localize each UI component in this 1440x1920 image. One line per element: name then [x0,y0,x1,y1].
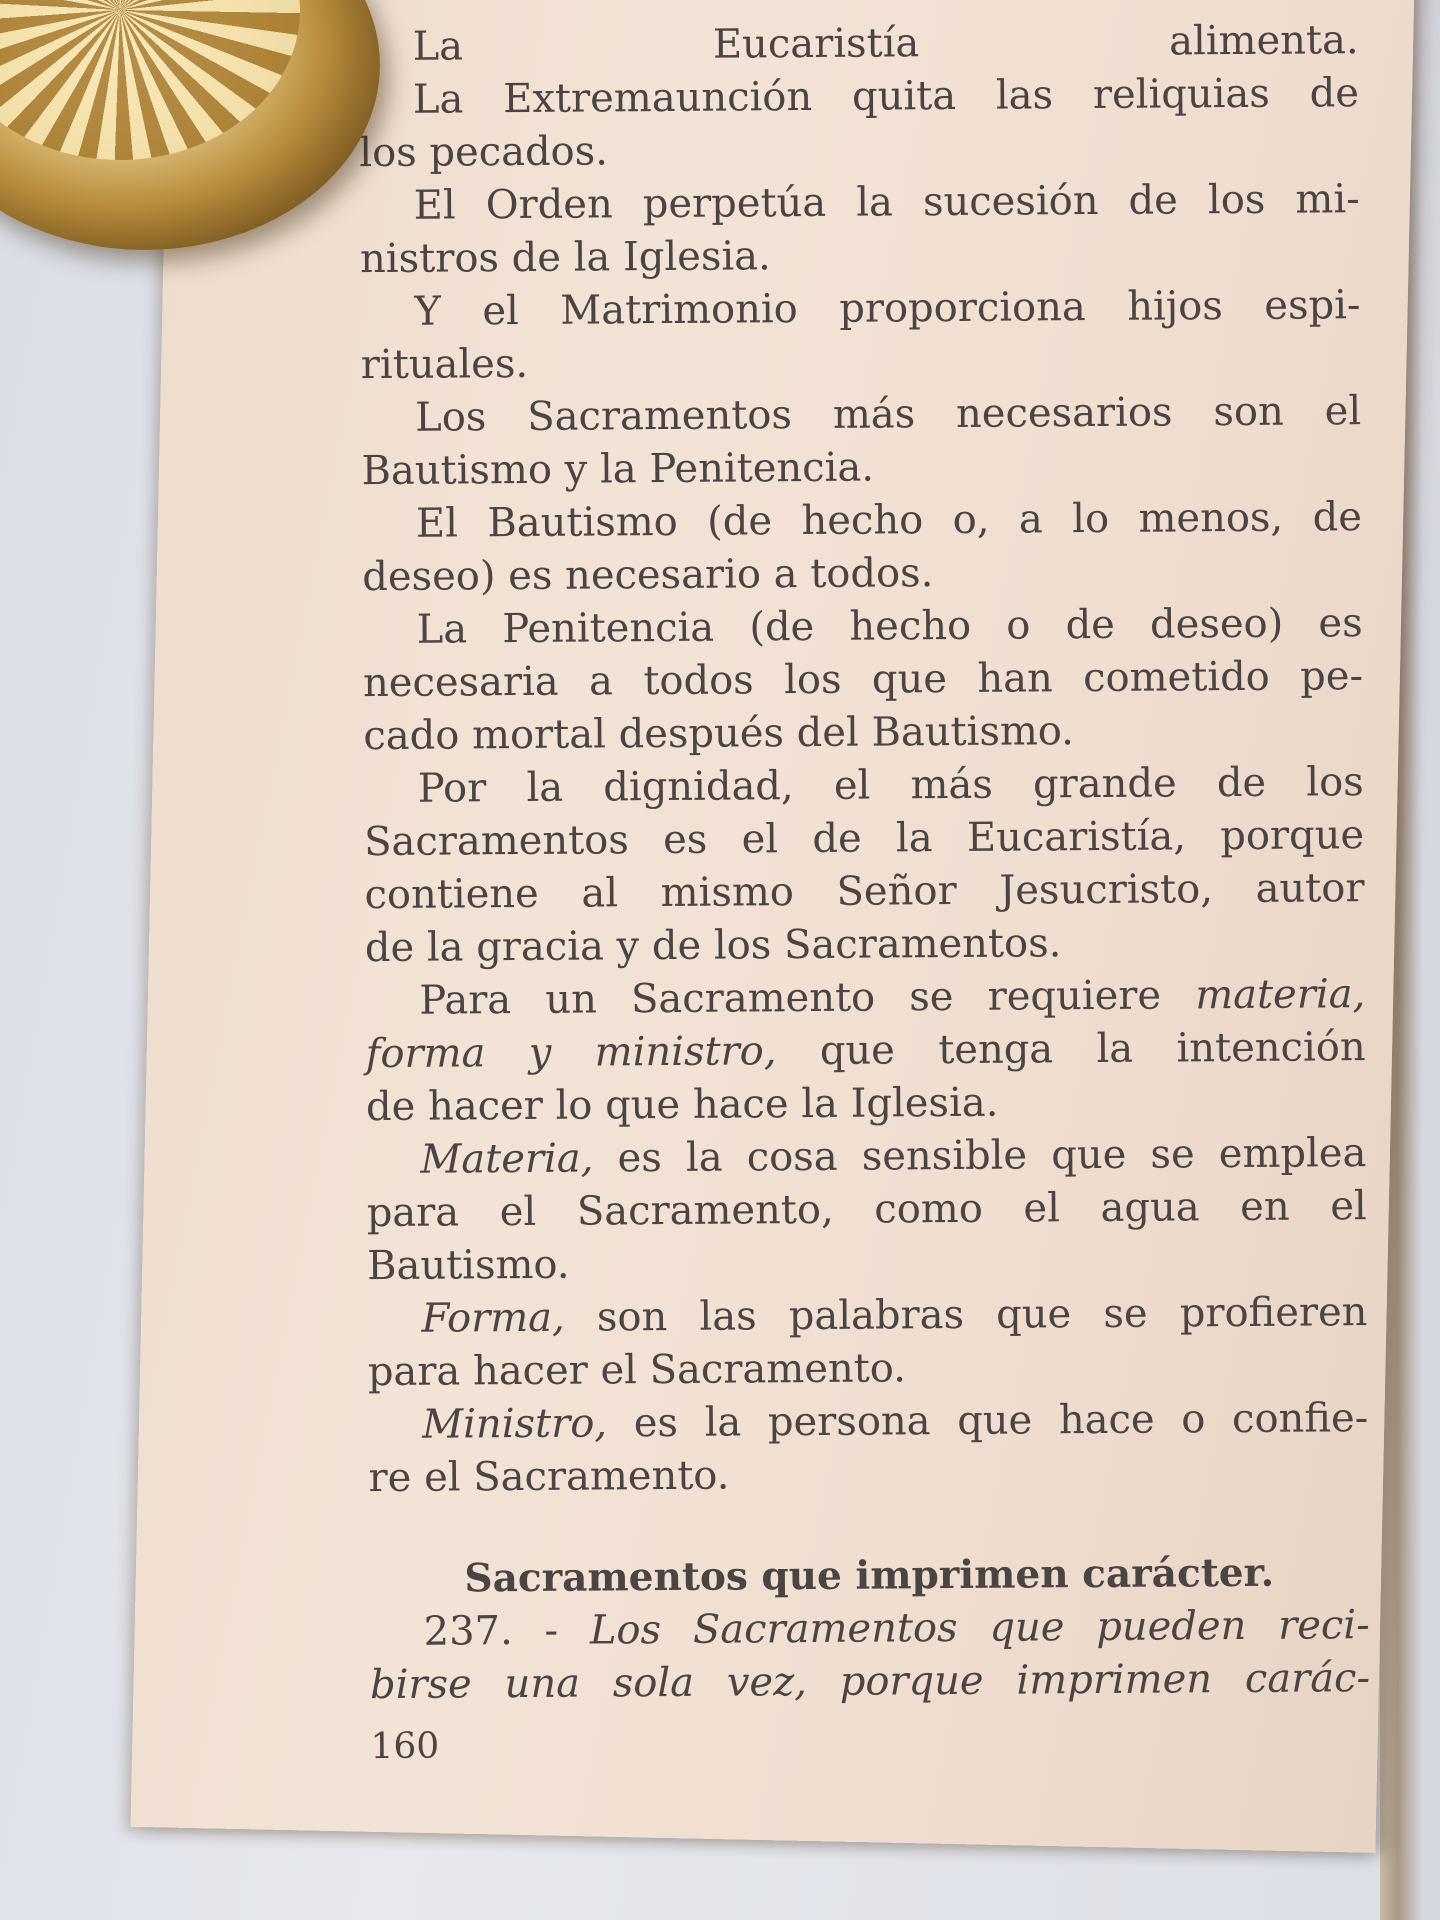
text-line: Bautismo y la Penitencia. [361,444,875,495]
text-line: Sacramentos es el de la Eucaristía, porque [363,812,1365,866]
text-line: Por la dignidad, el más grande de los [417,759,1364,812]
text-line: de hacer lo que hace la Iglesia. [365,1079,999,1131]
italic-term: Forma, [421,1294,565,1342]
text-line: Los Sacramentos más necesarios son el [415,388,1362,441]
text-line: de la gracia y de los Sacramentos. [364,920,1062,972]
question-number: 237. - [423,1607,559,1655]
text-line: nistros de la Iglesia. [359,233,771,283]
text-line: La Penitencia (de hecho o de deseo) es [416,600,1363,653]
book-page [131,0,1415,1853]
italic-term: forma y ministro, [365,1028,777,1078]
question-237-line [369,1599,1369,1659]
page-text [358,14,1370,1773]
italic-term: Materia, [420,1135,594,1183]
text-line: Y el Matrimonio proporciona hijos espi- [414,282,1361,335]
text-line [367,1286,1367,1346]
text-segment: son las palabras que se profieren [596,1289,1368,1341]
page-number: 160 [370,1725,440,1768]
text-segment: que tenga la intención [819,1024,1366,1074]
text-line [366,1127,1366,1187]
text-line: los pecados. [359,128,609,177]
question-text: birse una sola vez, porque imprimen carác- [369,1655,1371,1709]
text-line: La Extremaunción quita las reliquias de [412,70,1360,123]
section-subheading: Sacramentos que imprimen carácter. [464,1549,1275,1602]
text-line [365,1021,1365,1081]
text-line: El Orden perpetúa la sucesión de los mi- [413,176,1360,229]
italic-term: materia, [1195,971,1366,1019]
text-line: re el Sacramento. [368,1452,730,1502]
text-line [365,968,1365,1028]
text-line: deseo) es necesario a todos. [362,550,934,601]
text-line: rituales. [360,340,529,389]
text-line: para hacer el Sacramento. [367,1345,906,1396]
text-segment: es la persona que hace o confie- [633,1395,1369,1447]
text-line: necesaria a todos los que han cometido pe- [362,653,1364,707]
text-segment: es la cosa sensible que se emplea [617,1130,1367,1182]
text-segment: Para un Sacramento se requiere [419,972,1162,1024]
question-237-line [370,1652,1370,1712]
text-line: Bautismo. [366,1241,570,1290]
italic-term: Ministro, [422,1400,608,1448]
text-line: para el Sacramento, como el agua en el [366,1183,1367,1237]
text-line: cado mortal después del Bautismo. [363,708,1075,760]
text-line [368,1392,1368,1452]
text-line: La Eucaristía alimenta. [412,17,1359,70]
text-line: El Bautismo (de hecho o, a lo menos, de [415,494,1363,547]
question-text: Los Sacramentos que pueden reci- [589,1602,1370,1654]
text-line: contiene al mismo Señor Jesucristo, autor [364,865,1365,919]
